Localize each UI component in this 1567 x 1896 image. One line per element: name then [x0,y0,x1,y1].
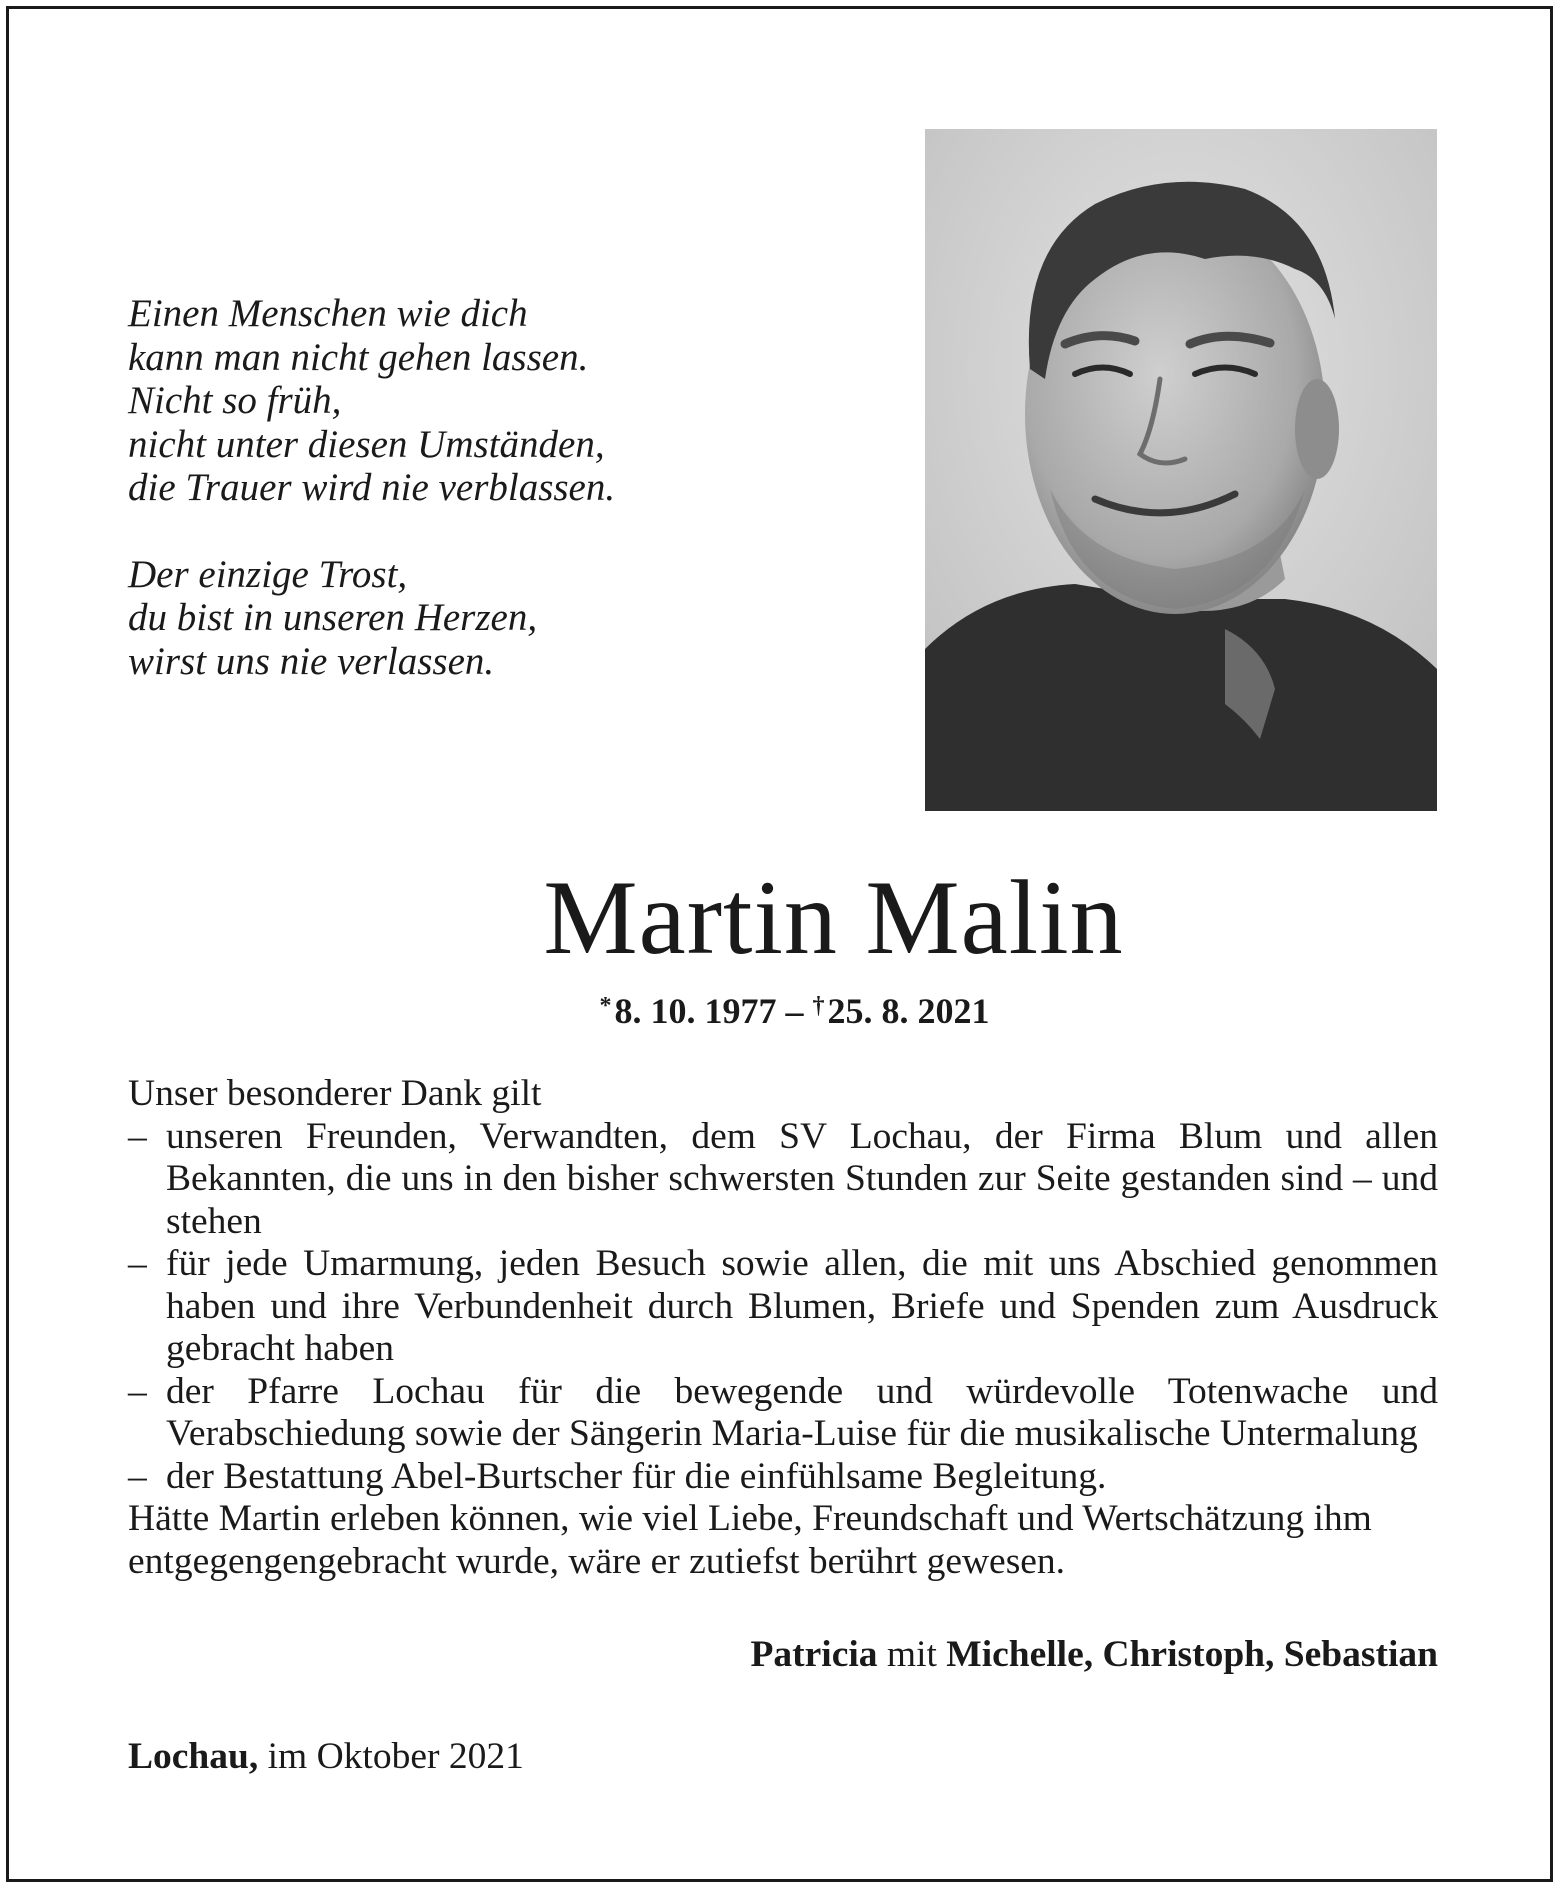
poem-stanza-1 [128,292,768,510]
portrait-illustration [925,129,1437,811]
poem-line: nicht unter diesen Umständen, [128,422,605,466]
list-item [128,1243,1438,1371]
list-item-text: der Pfarre Lochau für die bewegende und würdevolle Totenwache und Verabschiedung sowie der Sängerin Maria-Luise für die musikalische Untermalung [166,1370,1438,1454]
poem-line: Der einzige Trost, [128,552,408,596]
thanks-intro: Unser besonderer Dank gilt [128,1073,542,1114]
death-symbol: † [812,993,825,1019]
date-separator: – [785,991,804,1031]
list-item-text: unseren Freunden, Verwandten, dem SV Lochau, der Firma Blum und allen Bekannten, die uns in den bisher schwersten Stunden zur Seite gestanden sind – und stehen [166,1115,1438,1242]
life-dates [0,985,1567,1032]
deceased-name: Martin Malin [543,859,1124,976]
list-item-text: der Bestattung Abel-Burtscher für die einfühlsame Begleitung. [166,1455,1107,1497]
portrait-photo [925,129,1437,811]
place-town: Lochau, [128,1736,259,1777]
list-dash: – [128,1243,147,1284]
list-item [128,1456,1438,1499]
thanks-list [128,1116,1438,1499]
birth-date: 8. 10. 1977 [614,991,777,1031]
thanks-section [128,1073,1438,1583]
list-dash: – [128,1370,147,1412]
poem [128,292,768,683]
signature [751,1633,1439,1677]
list-item [128,1116,1438,1244]
death-date: 25. 8. 2021 [827,991,990,1031]
signature-primary-name: Patricia [750,1634,878,1675]
birth-symbol: * [599,993,612,1019]
closing-text: Hätte Martin erleben können, wie viel Liebe, Freundschaft und Wertschätzung ihm entgegengengebracht wurde, wäre er zutiefst berührt gewesen. [128,1498,1372,1582]
list-item [128,1371,1438,1456]
list-item-text: für jede Umarmung, jeden Besuch sowie allen, die mit uns Abschied genommen haben und ihre Verbundenheit durch Blumen, Briefe und Spenden zum Ausdruck gebracht haben [166,1243,1438,1369]
signature-connector: mit [886,1634,937,1675]
poem-line: wirst uns nie verlassen. [128,639,495,683]
list-dash: – [128,1455,147,1497]
poem-line: du bist in unseren Herzen, [128,596,538,639]
signature-other-names: Michelle, Christoph, Sebastian [946,1634,1438,1675]
poem-line: kann man nicht gehen lassen. [128,335,589,379]
poem-line: Nicht so früh, [128,379,342,422]
poem-line: Einen Menschen wie dich [128,292,528,335]
place-date-text: im Oktober 2021 [267,1736,524,1777]
place-date [128,1735,524,1779]
list-dash: – [128,1115,147,1157]
poem-line: die Trauer wird nie verblassen. [128,466,616,509]
poem-stanza-2 [128,553,768,684]
